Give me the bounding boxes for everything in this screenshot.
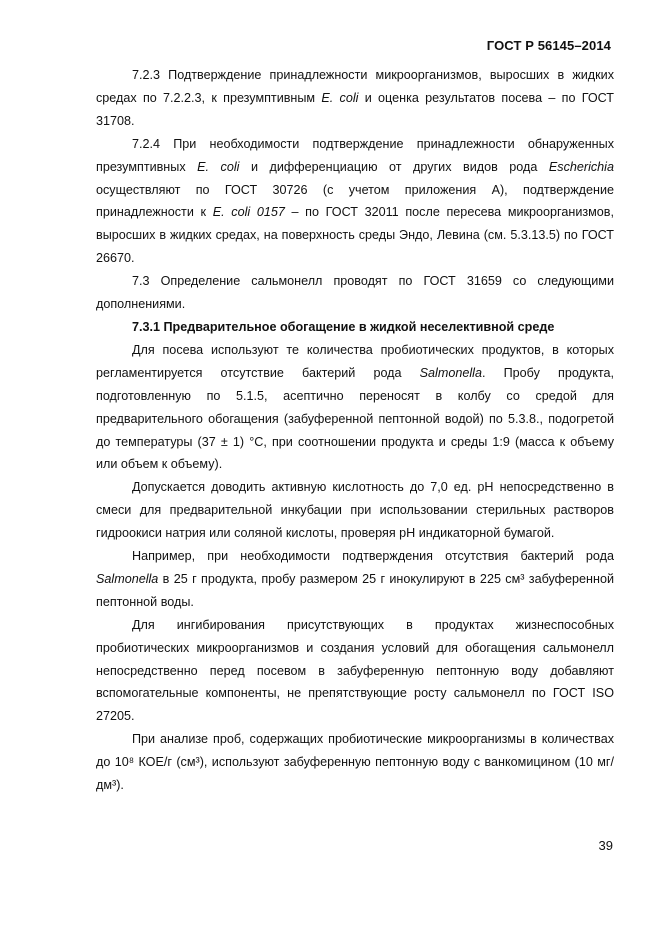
- italic-term: E. coli: [321, 90, 359, 105]
- paragraph-inoculation: [96, 339, 614, 476]
- text-run: . Пробу продукта, подготовленную по 5.1.5, асептично переносят в колбу со средой для предварительного обогащения (забуференной пептонной водой) по 5.3.8., подогретой до температуры (37 ± 1) °С, при соотношении продукта и среды 1:9 (масса к объему или объем к объему).: [96, 365, 614, 472]
- text-run: Например, при необходимости подтверждения отсутствия бактерий рода: [132, 549, 614, 564]
- italic-term: E. coli 0157: [212, 205, 285, 220]
- text-run: При анализе проб, содержащих пробиотические микроорганизмы в количествах до 10⁸ КОЕ/г (см³), используют забуференную пептонную воду с ванкомицином (10 мг/дм³).: [96, 732, 614, 793]
- paragraph-7-2-4: [96, 133, 614, 270]
- italic-term: Salmonella: [96, 571, 159, 586]
- italic-term: E. coli: [197, 159, 240, 174]
- paragraph-example: [96, 545, 614, 614]
- section-heading-7-3-1: [96, 316, 614, 339]
- document-standard-id: ГОСТ Р 56145–2014: [486, 38, 611, 53]
- text-run: – по ГОСТ 32011 после пересева микроорганизмов, выросших в жидких средах, на поверхность среды Эндо, Левина (см. 5.3.13.5) по ГОСТ 26670.: [96, 205, 614, 266]
- document-body: [96, 64, 614, 797]
- text-run: Для ингибирования присутствующих в продуктах жизнеспособных пробиотических микроорганизмов и создания условий для обогащения сальмонелл непосредственно перед посевом в забуференную пептонную воду добавляют вспомогательные компоненты, не препятствующие росту сальмонелл по ГОСТ ISO 27205.: [96, 617, 614, 724]
- text-run: осуществляют по ГОСТ 30726 (с учетом приложения А), подтверждение принадлежности к: [96, 182, 614, 220]
- text-run: 7.3 Определение сальмонелл проводят по ГОСТ 31659 со следующими дополнениями.: [96, 274, 614, 312]
- page-number: 39: [598, 838, 613, 853]
- paragraph-7-2-3: [96, 64, 614, 133]
- text-run: 7.2.3 Подтверждение принадлежности микроорганизмов, выросших в жидких средах по 7.2.2.3, к презумптивным: [96, 68, 614, 105]
- italic-term: Escherichia: [548, 159, 614, 174]
- text-run: в 25 г продукта, пробу размером 25 г инокулируют в 225 см³ забуференной пептонной воды.: [96, 571, 614, 609]
- italic-term: Salmonella: [419, 365, 482, 380]
- paragraph-ph-adjustment: [96, 476, 614, 545]
- text-run: 7.3.1 Предварительное обогащение в жидкой неселективной среде: [132, 319, 555, 334]
- text-run: и оценка результатов посева – по ГОСТ 31708.: [96, 90, 614, 128]
- text-run: и дифференциацию от других видов рода: [239, 159, 549, 174]
- paragraph-vancomycin: [96, 728, 614, 797]
- paragraph-inhibition: [96, 614, 614, 729]
- text-run: Для посева используют те количества пробиотических продуктов, в которых регламентируется отсутствие бактерий рода: [96, 342, 614, 380]
- text-run: 7.2.4 При необходимости подтверждение принадлежности обнаруженных презумптивных: [96, 136, 614, 174]
- paragraph-7-3: [96, 270, 614, 316]
- text-run: Допускается доводить активную кислотность до 7,0 ед. рН непосредственно в смеси для предварительной инкубации при использовании стерильных растворов гидроокиси натрия или соляной кислоты, проверяя рН индикаторной бумагой.: [96, 480, 614, 541]
